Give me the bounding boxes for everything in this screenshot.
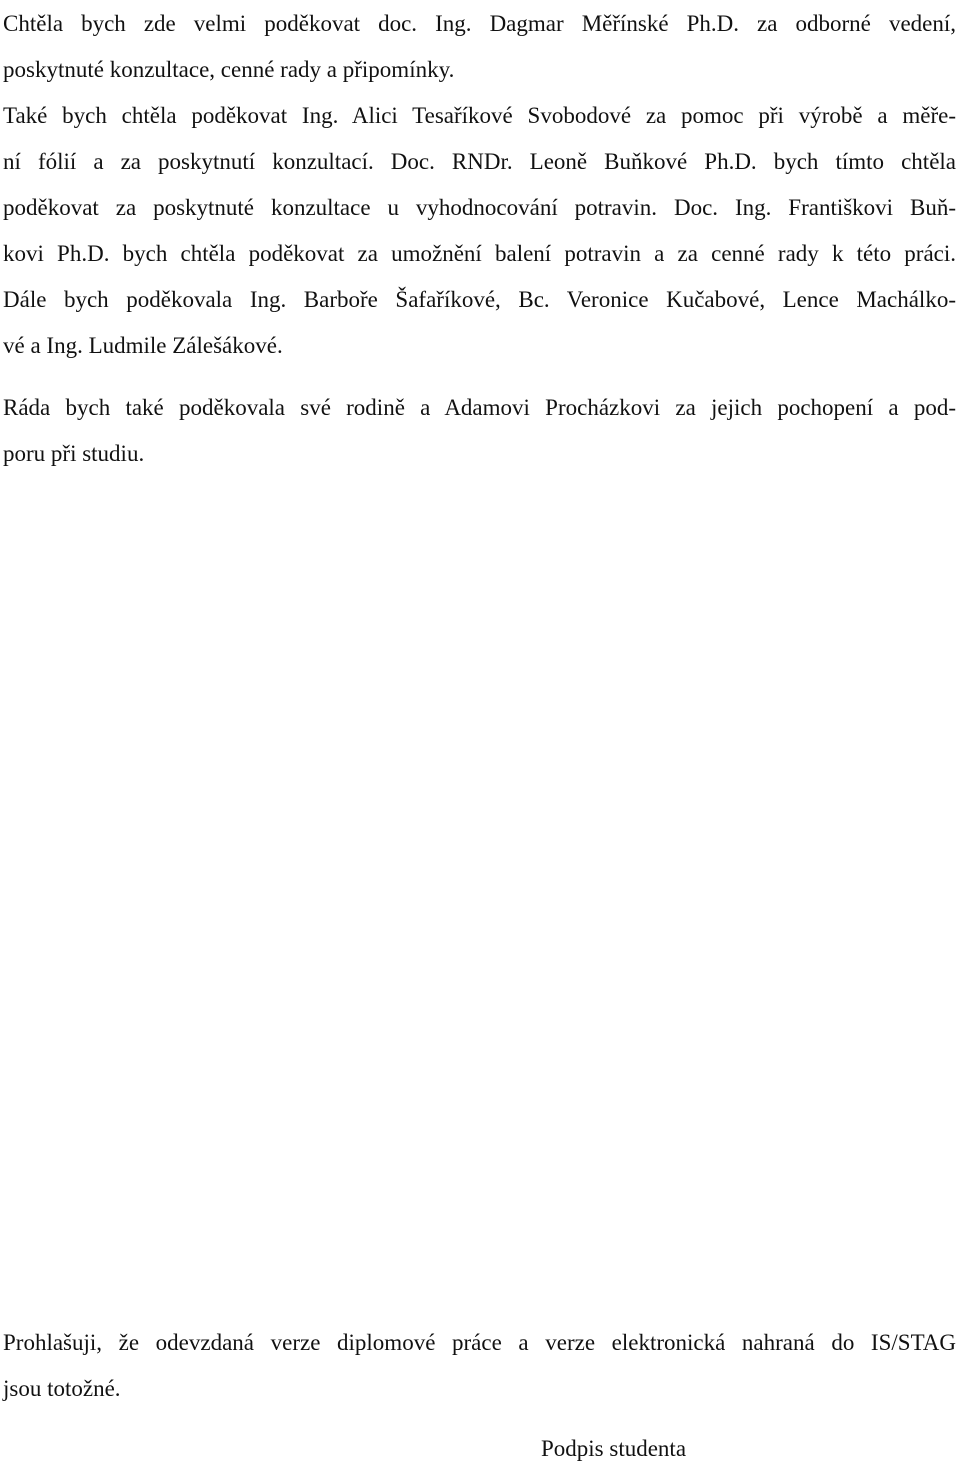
text-line: Prohlašuji, že odevzdaná verze diplomové práce a verze elektronická nahraná do IS/STAG	[3, 1330, 956, 1355]
text-line: kovi Ph.D. bych chtěla poděkovat za umožnění balení potravin a za cenné rady k této práci.	[3, 241, 956, 266]
text-line: ní fólií a za poskytnutí konzultací. Doc. RNDr. Leoně Buňkové Ph.D. bych tímto chtěla	[3, 149, 956, 174]
acknowledgement-paragraph-family	[3, 385, 956, 477]
text-line: Dále bych poděkovala Ing. Barboře Šafaříkové, Bc. Veronice Kučabové, Lence Machálko-	[3, 287, 956, 312]
declaration-paragraph	[3, 1320, 956, 1412]
acknowledgement-paragraph-supervisor	[3, 1, 956, 93]
text-line: jsou totožné.	[3, 1376, 121, 1401]
text-line: poskytnuté konzultace, cenné rady a připomínky.	[3, 57, 455, 82]
text-line: Chtěla bych zde velmi poděkovat doc. Ing. Dagmar Měřínské Ph.D. za odborné vedení,	[3, 11, 956, 36]
text-line: poru při studiu.	[3, 441, 145, 466]
text-line: Také bych chtěla poděkovat Ing. Alici Tesaříkové Svobodové za pomoc při výrobě a měře-	[3, 103, 956, 128]
text-line: Ráda bych také poděkovala své rodině a Adamovi Procházkovi za jejich pochopení a pod-	[3, 395, 956, 420]
text-line: vé a Ing. Ludmile Zálešákové.	[3, 333, 283, 358]
text-line: poděkovat za poskytnuté konzultace u vyhodnocování potravin. Doc. Ing. Františkovi Buň-	[3, 195, 956, 220]
signature-label: Podpis studenta	[541, 1436, 687, 1461]
acknowledgement-paragraph-consultants	[3, 93, 956, 369]
